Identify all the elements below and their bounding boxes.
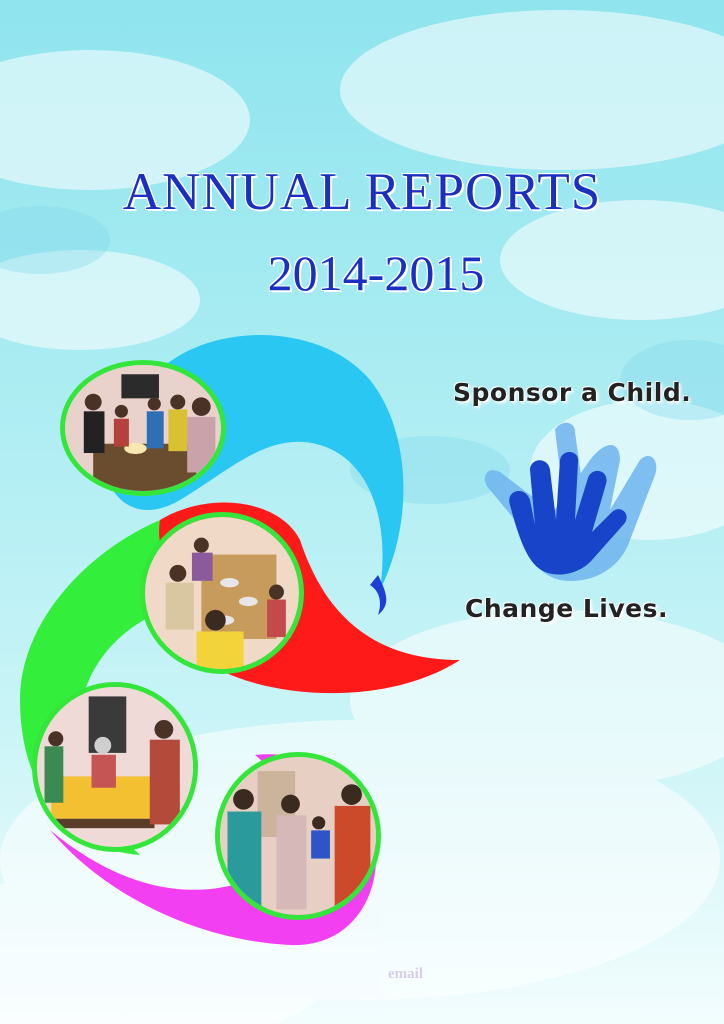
change-lives-tagline: Change Lives.	[465, 594, 668, 623]
sponsor-tagline: Sponsor a Child.	[453, 378, 692, 407]
email-text: email	[388, 966, 423, 982]
women-with-child-photo	[215, 752, 381, 920]
report-title: ANNUAL REPORTS	[122, 163, 602, 221]
report-year: 2014-2015	[267, 245, 485, 301]
group-dining-photo	[140, 512, 304, 674]
hand-icon	[470, 420, 660, 590]
woman-on-bed-photo	[32, 682, 198, 852]
group-with-cake-photo	[60, 360, 226, 496]
